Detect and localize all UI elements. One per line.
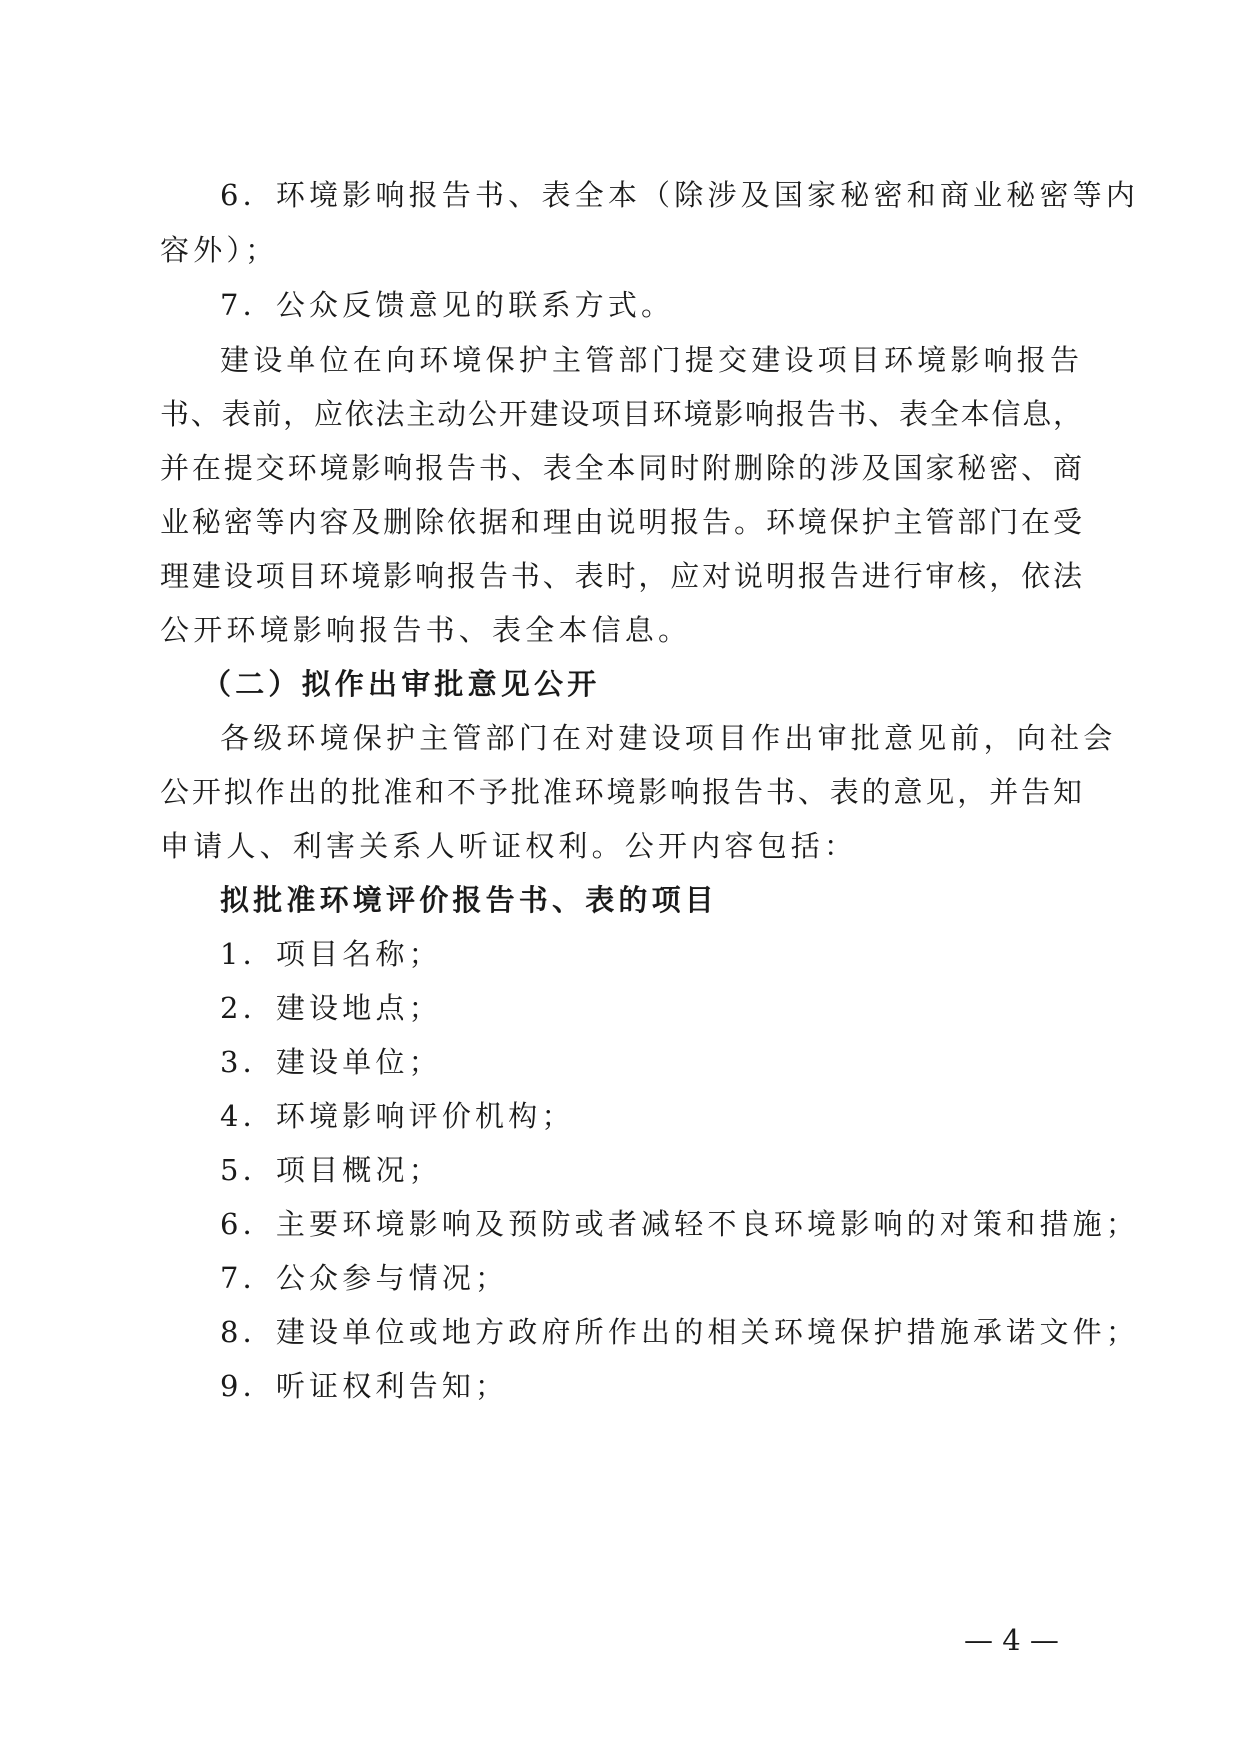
page-number: — 4 —	[964, 1623, 1059, 1657]
paragraph-line: 申请人、利害关系人听证权利。公开内容包括：	[160, 829, 858, 863]
list-item: 2．建设地点；	[220, 991, 442, 1025]
list-item-6-line-2: 容外）；	[160, 233, 279, 267]
paragraph-line: 公开拟作出的批准和不予批准环境影响报告书、表的意见，并告知	[160, 775, 1082, 809]
list-item: 3．建设单位；	[220, 1045, 442, 1079]
list-item: 4．环境影响评价机构；	[220, 1099, 575, 1133]
paragraph-line: 业秘密等内容及删除依据和理由说明报告。环境保护主管部门在受	[160, 505, 1082, 539]
paragraph-line: 并在提交环境影响报告书、表全本同时附删除的涉及国家秘密、商	[160, 451, 1082, 485]
list-item: 5．项目概况；	[220, 1153, 442, 1187]
list-item: 7．公众参与情况；	[220, 1261, 509, 1295]
list-item: 6．主要环境影响及预防或者减轻不良环境影响的对策和措施；	[220, 1207, 1140, 1241]
subheading: 拟批准环境评价报告书、表的项目	[220, 883, 719, 917]
paragraph-line: 理建设项目环境影响报告书、表时，应对说明报告进行审核，依法	[160, 559, 1082, 593]
list-item-7: 7．公众反馈意见的联系方式。	[220, 288, 675, 322]
paragraph-line: 建设单位在向环境保护主管部门提交建设项目环境影响报告	[220, 343, 1084, 377]
list-item: 1．项目名称；	[220, 937, 442, 971]
paragraph-line: 公开环境影响报告书、表全本信息。	[160, 613, 692, 647]
list-item: 8．建设单位或地方政府所作出的相关环境保护措施承诺文件；	[220, 1315, 1140, 1349]
list-item-6-line-1: 6．环境影响报告书、表全本（除涉及国家秘密和商业秘密等内	[220, 178, 1140, 212]
list-item: 9．听证权利告知；	[220, 1369, 509, 1403]
paragraph-line: 书、表前，应依法主动公开建设项目环境影响报告书、表全本信息，	[160, 397, 1082, 431]
paragraph-line: 各级环境保护主管部门在对建设项目作出审批意见前，向社会	[220, 721, 1117, 755]
section-heading: （二）拟作出审批意见公开	[202, 667, 601, 701]
